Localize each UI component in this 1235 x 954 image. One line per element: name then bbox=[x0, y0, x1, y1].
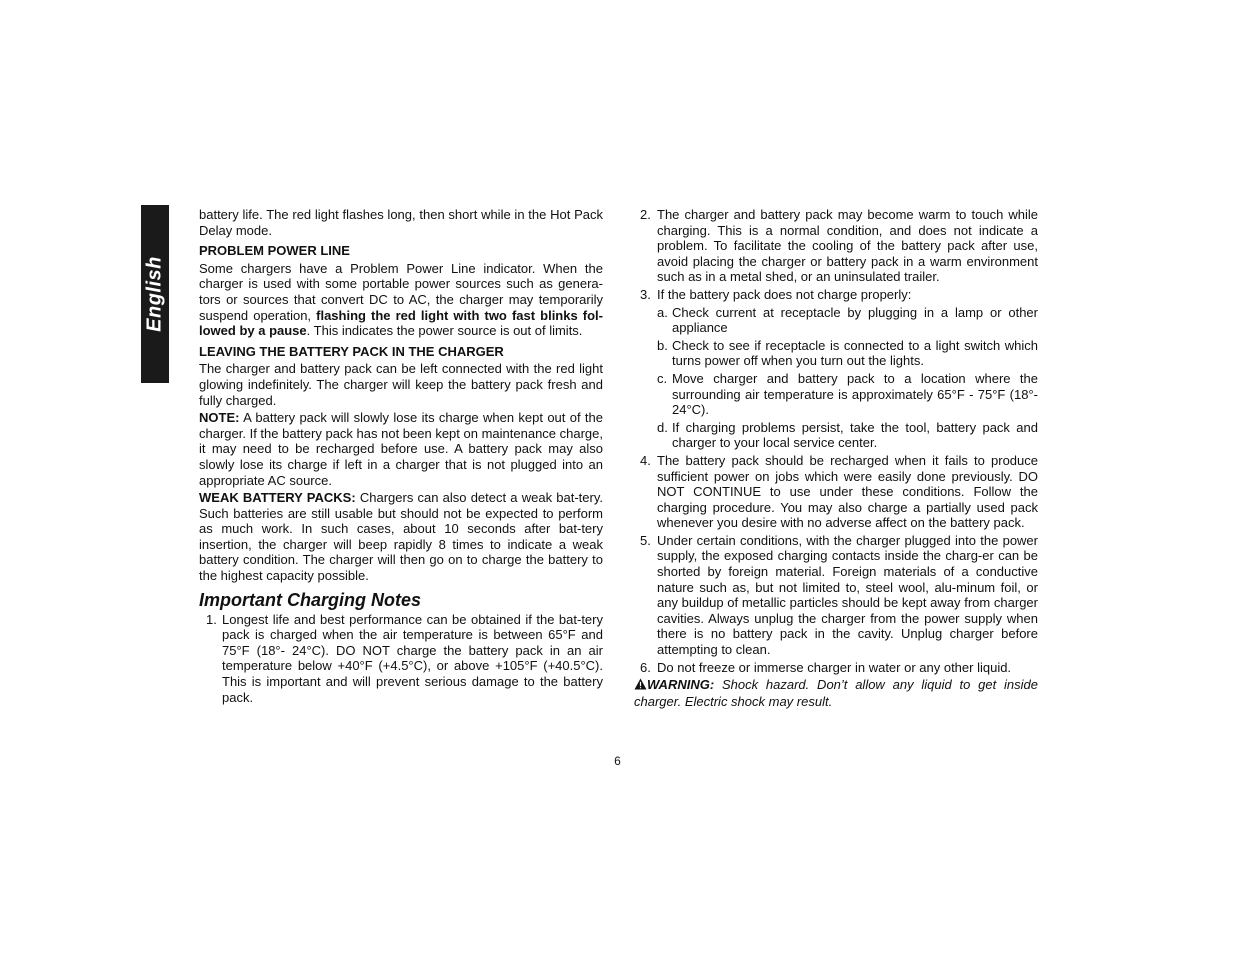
sub-list-item bbox=[634, 338, 1038, 369]
intro-paragraph: battery life. The red light flashes long, then short while in the Hot Pack Delay mode. bbox=[199, 207, 603, 238]
leaving-battery-paragraph: The charger and battery pack can be left connected with the red light glowing indefinitely. The charger will keep the battery pack fresh and fully charged. bbox=[199, 361, 603, 408]
list-item bbox=[634, 533, 1038, 658]
sub-list-item-letter: c. bbox=[657, 370, 668, 386]
list-item-number: 5. bbox=[640, 532, 651, 548]
sub-list-item-text: If charging problems persist, take the tool, battery pack and charger to your local service center. bbox=[672, 419, 1038, 451]
list-item-number: 2. bbox=[640, 207, 651, 222]
problem-power-line-heading: PROBLEM POWER LINE bbox=[199, 243, 350, 259]
list-item-text: Do not freeze or immerse charger in water or any other liquid. bbox=[657, 659, 1012, 675]
warning-paragraph bbox=[634, 677, 1038, 709]
weak-battery-text: Chargers can also detect a weak bat-tery. Such batteries are still usable but should not be expected to perform as much work. In such cases, about 10 seconds after bat-tery insertion, the charger will beep rapidly 8 times to indicate a weak battery condition. The charger will then go on to charge the battery to the highest capacity possible. bbox=[199, 490, 603, 584]
list-item-text: Under certain conditions, with the charger plugged into the power supply, the exposed charging contacts inside the charg-er can be shorted by foreign material. Foreign materials of a conductive nature such as, but not limited to, steel wool, alu-minum foil, or any buildup of metallic particles should be kept away from charger cavities. Always unplug the charger from the power supply when there is no battery pack in the cavity. Unplug charger before attempting to clean. bbox=[657, 532, 1038, 658]
weak-battery-paragraph bbox=[199, 490, 603, 584]
list-item-text: The charger and battery pack may become warm to touch while charging. This is a normal condition, and does not indicate a problem. To facilitate the cooling of the battery pack after use, avoid placing the charger or battery pack in a warm environment such as in a metal shed, or an uninsulated trailer. bbox=[657, 207, 1038, 285]
sub-list-item-letter: b. bbox=[657, 337, 668, 353]
list-item bbox=[634, 660, 1038, 676]
list-item-number: 4. bbox=[640, 452, 651, 468]
sub-list-item bbox=[634, 420, 1038, 451]
list-item-number: 1. bbox=[206, 611, 217, 627]
list-item bbox=[634, 453, 1038, 531]
language-tab-label: English bbox=[143, 256, 166, 332]
sub-list-item-text: Check current at receptacle by plugging in a lamp or other appliance bbox=[672, 304, 1038, 336]
list-item-text: Longest life and best performance can be obtained if the bat-tery pack is charged when the air temperature is between 65°F and 75°F (18°- 24°C). DO NOT charge the battery pack in an air temperature below +40°F (+4.5°C), or above +105°F (+40.5°C). This is important and will prevent serious damage to the battery pack. bbox=[222, 611, 603, 705]
note-paragraph bbox=[199, 410, 603, 488]
list-item-text: The battery pack should be recharged when it fails to produce sufficient power on jobs which were easily done previously. DO NOT CONTINUE to use under these conditions. Follow the charging procedure. You may also charge a partially used pack whenever you desire with no adverse affect on the battery pack. bbox=[657, 452, 1038, 531]
warning-text: Shock hazard. Don’t allow any liquid to get inside charger. Electric shock may result. bbox=[634, 677, 1038, 709]
warning-label: WARNING: bbox=[647, 677, 715, 693]
sub-list-item-text: Check to see if receptacle is connected to a light switch which turns power off when you turn out the lights. bbox=[672, 337, 1038, 369]
note-label: NOTE: bbox=[199, 410, 240, 426]
list-item bbox=[634, 207, 1038, 285]
language-tab bbox=[141, 205, 169, 383]
list-item-number: 6. bbox=[640, 659, 651, 675]
page-number: 6 bbox=[614, 754, 621, 768]
right-column bbox=[634, 207, 1038, 711]
note-text: A battery pack will slowly lose its charge when kept out of the charger. If the battery pack has not been kept on maintenance charge, it may need to be recharged before use. A battery pack may also slowly lose its charge if left in a charger that is not plugged into an appropriate AC source. bbox=[199, 410, 603, 488]
problem-text-2: . This indicates the power source is out of limits. bbox=[306, 323, 583, 339]
sub-list-item-text: Move charger and battery pack to a location where the surrounding air temperature is approximately 65°F - 75°F (18°- 24°C). bbox=[672, 370, 1038, 418]
list-item-number: 3. bbox=[640, 286, 651, 302]
problem-power-line-paragraph bbox=[199, 261, 603, 339]
leaving-battery-heading: LEAVING THE BATTERY PACK IN THE CHARGER bbox=[199, 343, 504, 359]
important-charging-notes-title: Important Charging Notes bbox=[199, 589, 422, 610]
list-item bbox=[634, 287, 1038, 303]
problem-bold-text: flashing the red light with two fast blinks fol-lowed by a pause bbox=[199, 307, 603, 339]
sub-list-item-letter: d. bbox=[657, 419, 668, 435]
left-column bbox=[199, 207, 603, 707]
list-item-text: If the battery pack does not charge properly: bbox=[657, 286, 912, 302]
sub-list-item-letter: a. bbox=[657, 304, 668, 320]
weak-battery-label: WEAK BATTERY PACKS: bbox=[199, 490, 356, 506]
list-item bbox=[199, 612, 603, 706]
problem-text-1: Some chargers have a Problem Power Line indicator. When the charger is used with some portable power sources such as genera-tors or sources that convert DC to AC, the charger may temporarily suspend operation, bbox=[199, 260, 603, 323]
sub-list-item bbox=[634, 305, 1038, 336]
warning-triangle-icon bbox=[634, 678, 647, 694]
sub-list-item bbox=[634, 371, 1038, 418]
